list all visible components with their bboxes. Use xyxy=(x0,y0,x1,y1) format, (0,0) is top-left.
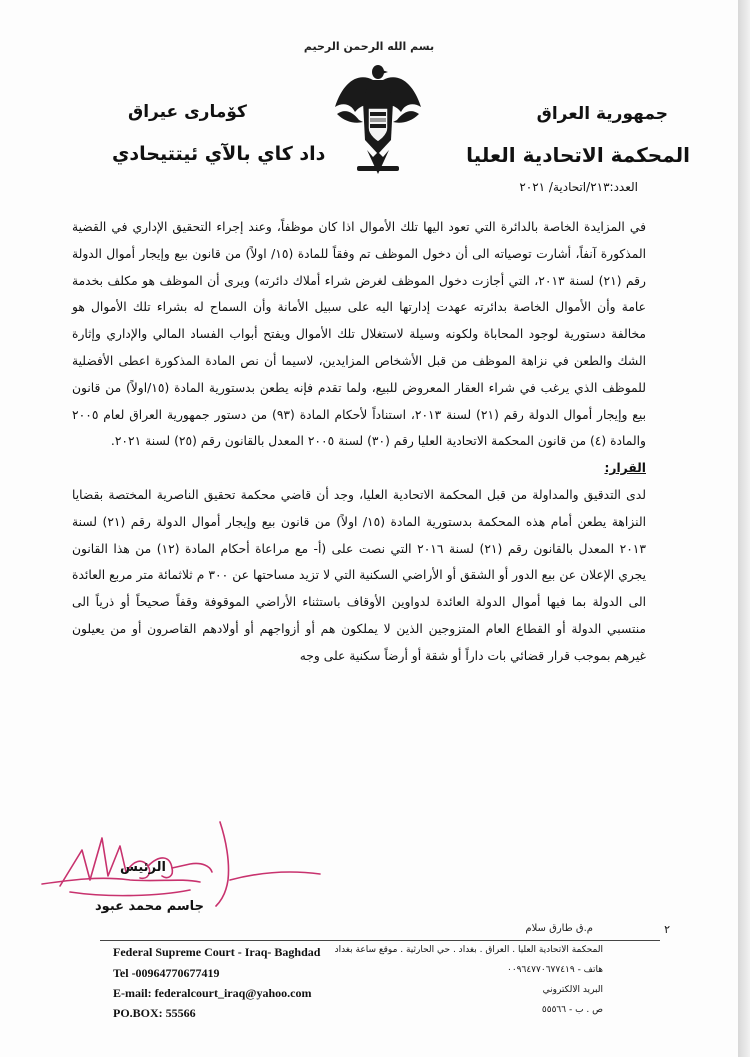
footer-email-ar: البريد الالكتروني xyxy=(542,985,603,995)
paragraph: لدى التدقيق والمداولة من قبل المحكمة الاتحادية العليا، وجد أن قاضي محكمة تحقيق الناصرية المختصة بقضايا النزاهة يطعن أمام هذه المحكمة بدستورية المادة (١٥/ اولاً) من قانون بيع وإيجار أموال الدولة رقم (٢١) لسنة ٢٠١٣ المعدل بالقانون رقم (٢١) لسنة ٢٠١٦ التي نصت على (أ- مع مراعاة أحكام المادة (١٢) من هذا القانون يجري الإعلان عن بيع الدور أو الشقق أو الأراضي السكنية التي لا تزيد مساحتها عن ٣٠٠ م ثلاثمائة متر مربع العائدة الى الدولة بما فيها أموال الدولة العائدة لدواوين الأوقاف باستثناء الأراضي الموقوفة وقفاً صحيحاً أو ذرياً الى منتسبي الدولة أو القطاع العام المتزوجين الذين لا يملكون هم أو أزواجهم أو أولادهم القاصرون أو من يعيلون غيرهم بموجب قرار قضائي بات داراً أو شقة أو أرضاً سكنية على وجه xyxy=(72,487,647,663)
header-court-ku: داد كاي بالآي ئيتتيحادي xyxy=(112,143,326,165)
judgment-body xyxy=(72,214,646,670)
signatory-name: جاسم محمد عبود xyxy=(95,899,204,914)
prepared-by: م.ق طارق سلام xyxy=(525,923,593,934)
signatory-title: الرئيس xyxy=(120,860,166,875)
decision-heading: القرار: xyxy=(604,461,646,476)
footer-phone-label: هاتف - xyxy=(577,965,603,975)
footer-pobox-ar: ص . ب - ٥٥٥٦٦ xyxy=(541,1005,603,1015)
page-number: ٢ xyxy=(664,923,670,936)
footer-email-en: E-mail: federalcourt_iraq@yahoo.com xyxy=(113,986,312,1000)
footer-phone-number: ٠٠٩٦٤٧٧٠٦٧٧٤١٩ xyxy=(507,965,575,975)
footer-court-en: Federal Supreme Court - Iraq- Baghdad xyxy=(113,945,321,959)
footer-tel-en: Tel -00964770677419 xyxy=(113,966,220,980)
footer-phone-ar xyxy=(507,965,603,975)
footer-address-ar: المحكمة الاتحادية العليا . العراق . بغداد . حي الحارثية . موقع ساعة بغداد xyxy=(334,945,603,955)
footer-divider xyxy=(100,940,660,941)
page-edge-shadow xyxy=(738,0,750,1057)
footer-pobox-en: PO.BOX: 55566 xyxy=(113,1006,196,1020)
header-court-ar: المحكمة الاتحادية العليا xyxy=(466,143,690,167)
basmala: بسم الله الرحمن الرحيم xyxy=(303,40,435,53)
header-country-ku: كوٚماری عیراق xyxy=(128,102,247,122)
header-country-ar: جمهورية العراق xyxy=(536,104,668,124)
paragraph: في المزايدة الخاصة بالدائرة التي تعود اليها تلك الأموال اذا كان موظفاً، وعند إجراء التحقيق الإداري في القضية المذكورة آنفاً، أشارت توصياته الى أن دخول الموظف تم وفقاً للمادة (١٥/ اولاً) من قانون بيع وإيجار أموال الدولة رقم (٢١) لسنة ٢٠١٣، التي أجازت دخول الموظف لغرض شراء أملاك دائرته) ويرى أن الموظف هو مكلف بخدمة عامة وأن الأموال الخاصة بدائرته عهدت إدارتها اليه على سبيل الأمانة وأن السماح له بشراء تلك الأموال هو مخالفة دستورية لوجود المحاباة ولكونه وسيلة لاستغلال تلك الأموال ويفتح أبواب الفساد المالي والإداري وإثارة الشك والطعن في نزاهة الموظف من قبل الأشخاص المزايدين، لاسيما أن نص المادة المذكورة اعطى الأفضلية للموظف الذي يرغب في شراء العقار المعروض للبيع، ولما تقدم فإنه يطعن بدستورية المادة (١٥/اولاً) من قانون بيع وإيجار أموال الدولة رقم (٢١) لسنة ٢٠١٣، استناداً لأحكام المادة (٩٣) من دستور جمهورية العراق لعام ٢٠٠٥ والمادة (٤) من قانون المحكمة الاتحادية العليا رقم (٣٠) لسنة ٢٠٠٥ المعدل بالقانون رقم (٢٥) لسنة ٢٠٢١. xyxy=(72,220,647,449)
iraq-eagle-emblem-icon xyxy=(333,62,423,177)
case-number: العدد:٢١٣/اتحادية/ ٢٠٢١ xyxy=(519,180,638,194)
